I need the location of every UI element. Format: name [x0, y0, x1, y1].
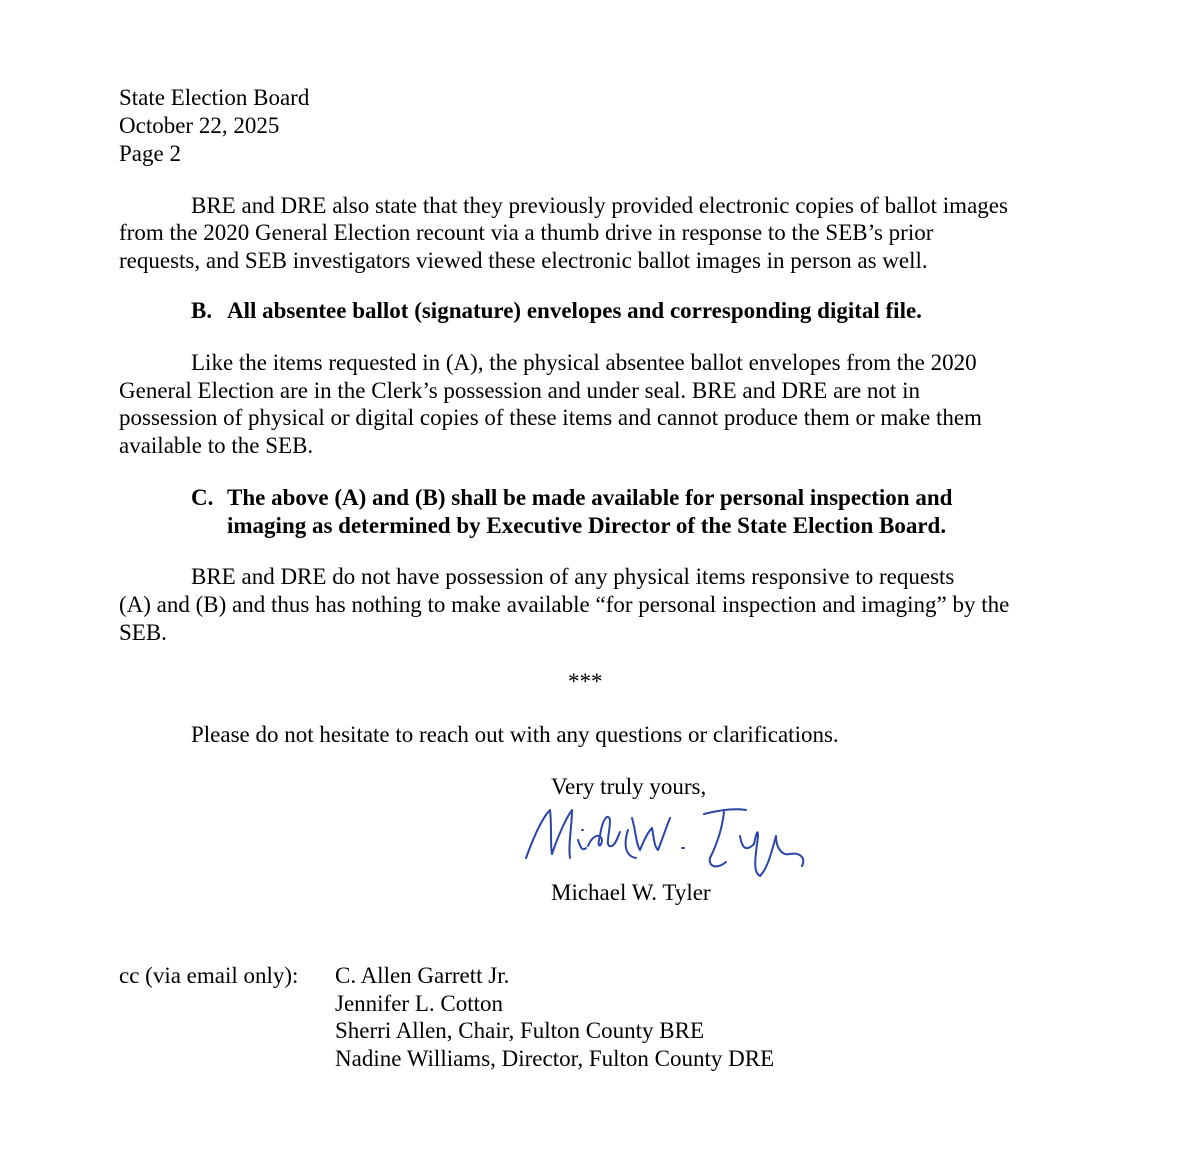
cc-recipient: Nadine Williams, Director, Fulton County DRE	[335, 1046, 775, 1071]
section-separator: ***	[568, 669, 603, 694]
heading-b-text: All absentee ballot (signature) envelopes and corresponding digital file.	[227, 298, 922, 323]
para1-line2: from the 2020 General Election recount via a thumb drive in response to the SEB’s prior	[119, 220, 934, 245]
signature-stroke	[740, 832, 803, 876]
heading-c-line1: The above (A) and (B) shall be made available for personal inspection and	[227, 485, 953, 510]
para2-line3: possession of physical or digital copies of these items and cannot produce them or make them	[119, 405, 982, 430]
valediction: Very truly yours,	[551, 774, 707, 799]
cc-recipient: Jennifer L. Cotton	[335, 991, 503, 1016]
handwritten-signature	[520, 796, 820, 892]
signature-stroke	[578, 817, 620, 849]
para1-line1: BRE and DRE also state that they previously provided electronic copies of ballot images	[191, 193, 1008, 218]
page-number: Page 2	[119, 141, 181, 166]
heading-c-label: C.	[191, 485, 214, 510]
signature-stroke	[626, 830, 636, 858]
signer-name: Michael W. Tyler	[551, 880, 711, 905]
para3-line3: SEB.	[119, 620, 167, 645]
heading-c-line2: imaging as determined by Executive Director of the State Election Board.	[227, 513, 947, 538]
para2-line1: Like the items requested in (A), the physical absentee ballot envelopes from the 2020	[191, 350, 977, 375]
cc-label: cc (via email only):	[119, 963, 299, 988]
heading-b-label: B.	[191, 298, 213, 323]
date-line: October 22, 2025	[119, 113, 280, 138]
para2-line2: General Election are in the Clerk’s possession and under seal. BRE and DRE are not in	[119, 378, 920, 403]
para3-line1: BRE and DRE do not have possession of any physical items responsive to requests	[191, 564, 955, 589]
para2-line4: available to the SEB.	[119, 433, 314, 458]
closing-sentence: Please do not hesitate to reach out with any questions or clarifications.	[191, 722, 839, 747]
para3-line2: (A) and (B) and thus has nothing to make available “for personal inspection and imaging” by the	[119, 592, 1010, 617]
cc-recipient: C. Allen Garrett Jr.	[335, 963, 510, 988]
para1-line3: requests, and SEB investigators viewed these electronic ballot images in person as well.	[119, 248, 928, 273]
recipient-line: State Election Board	[119, 85, 310, 110]
signature-stroke	[632, 818, 670, 850]
signature-stroke	[526, 810, 572, 858]
cc-recipient: Sherri Allen, Chair, Fulton County BRE	[335, 1018, 704, 1043]
